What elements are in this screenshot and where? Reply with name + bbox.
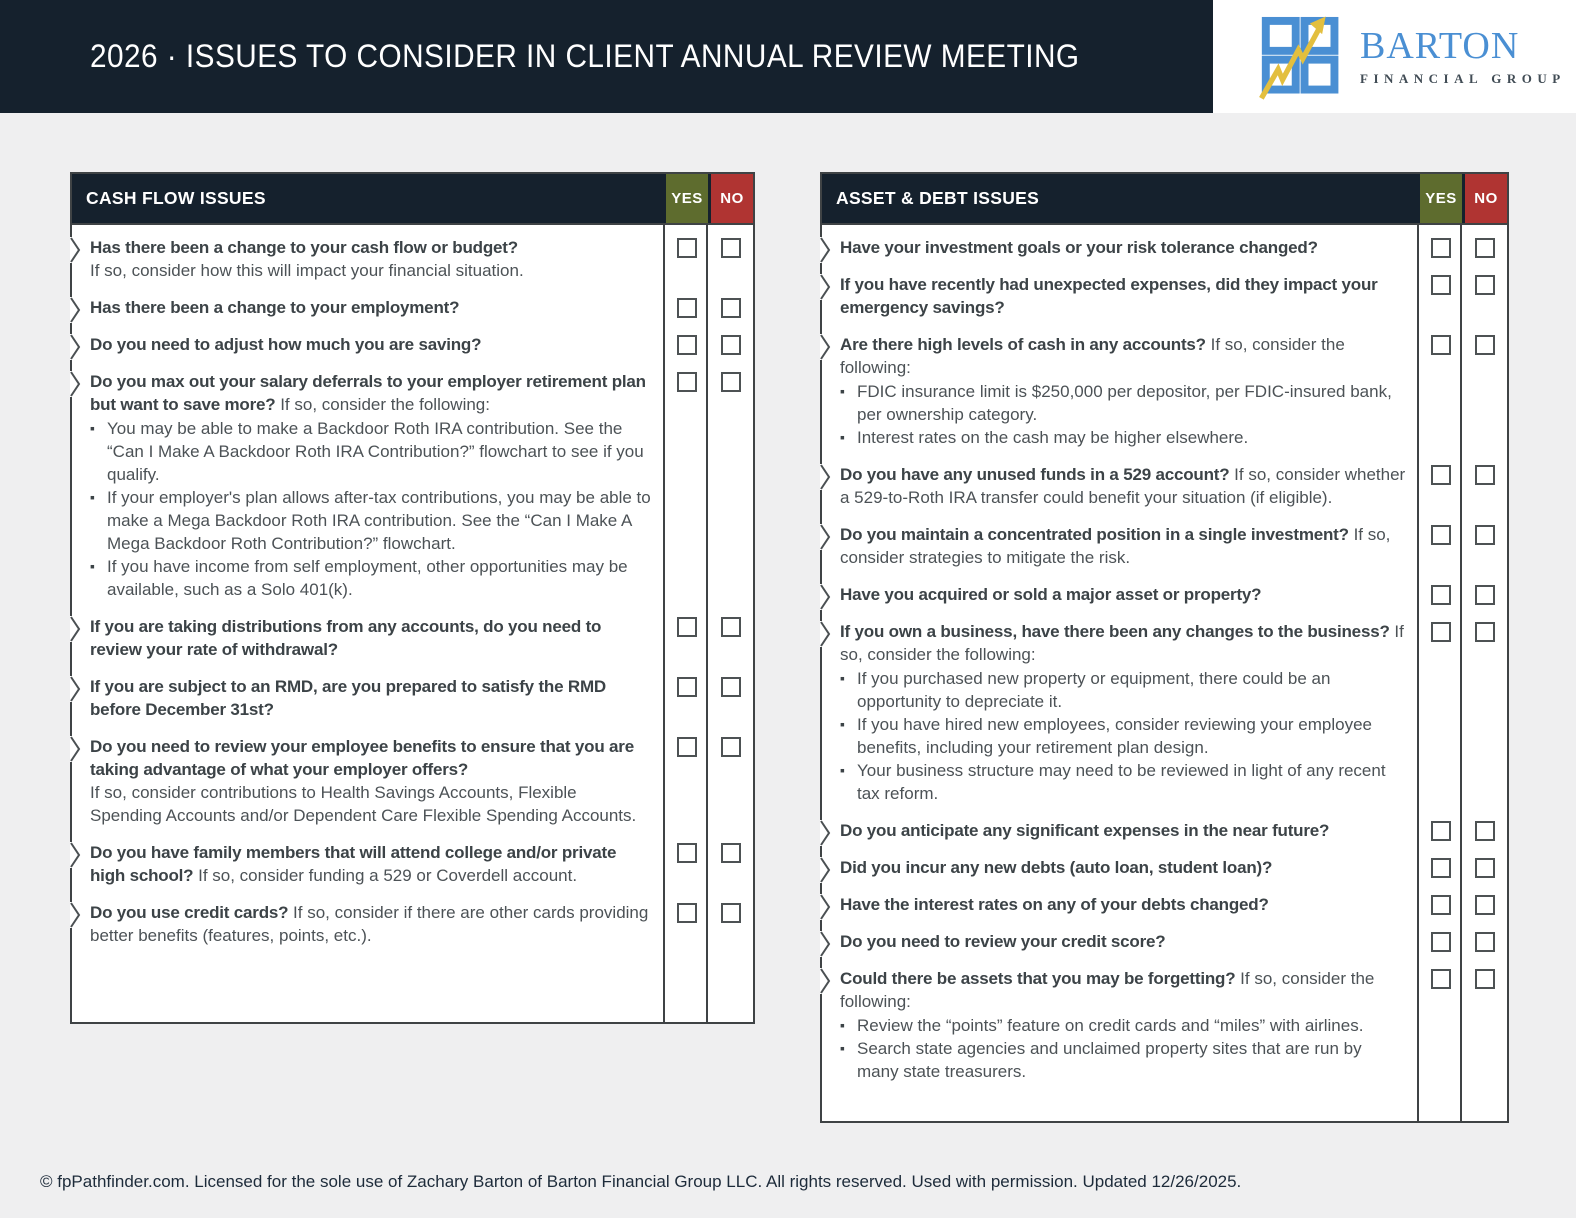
no-cell — [708, 363, 753, 608]
no-cell — [1462, 960, 1507, 1090]
chevron-bullet-icon — [820, 524, 831, 550]
checklist-item — [72, 363, 753, 608]
chevron-bullet-icon — [70, 842, 81, 868]
checklist-item — [822, 576, 1507, 613]
chevron-bullet-icon — [70, 334, 81, 360]
chevron-bullet-icon — [820, 334, 831, 360]
cash-flow-issues-card — [70, 172, 755, 1024]
asset-debt-issues-card — [820, 172, 1509, 1123]
yes-cell — [1417, 886, 1462, 923]
question-cell — [822, 456, 1417, 516]
question-cell — [72, 363, 663, 608]
question-text: Do you need to adjust how much you are saving? — [90, 335, 482, 354]
yes-cell — [663, 363, 708, 608]
question-cell — [72, 289, 663, 326]
no-checkbox[interactable] — [1475, 585, 1495, 605]
yes-cell — [1417, 326, 1462, 456]
no-checkbox[interactable] — [721, 298, 741, 318]
chevron-bullet-icon — [70, 736, 81, 762]
sub-bullet: ▪ If you have hired new employees, consider reviewing your employee benefits, including your retirement plan design. — [840, 713, 1406, 759]
question-cell — [72, 728, 663, 834]
checklist-item — [822, 849, 1507, 886]
yes-cell — [663, 608, 708, 668]
sub-bullet: ▪ Interest rates on the cash may be higher elsewhere. — [840, 426, 1406, 449]
card-header — [822, 174, 1507, 225]
no-checkbox[interactable] — [1475, 622, 1495, 642]
section-title: ASSET & DEBT ISSUES — [836, 188, 1040, 208]
question-text: Do you need to review your credit score? — [840, 932, 1166, 951]
yes-cell — [1417, 613, 1462, 812]
question-text: Has there been a change to your employment? — [90, 298, 460, 317]
question-cell — [822, 886, 1417, 923]
no-checkbox[interactable] — [721, 737, 741, 757]
question-text: Have the interest rates on any of your debts changed? — [840, 895, 1269, 914]
sub-bullet: ▪ If you purchased new property or equipment, there could be an opportunity to depreciate it. — [840, 667, 1406, 713]
yes-checkbox[interactable] — [677, 677, 697, 697]
yes-checkbox[interactable] — [1431, 932, 1451, 952]
no-checkbox[interactable] — [721, 617, 741, 637]
no-checkbox[interactable] — [1475, 238, 1495, 258]
chevron-bullet-icon — [70, 297, 81, 323]
brand-name: BARTON — [1360, 24, 1520, 67]
question-text: Have your investment goals or your risk tolerance changed? — [840, 238, 1318, 257]
question-detail: If so, consider if there are other cards providing better benefits (features, points, etc.). — [90, 903, 649, 945]
sub-bullet: ▪ Your business structure may need to be reviewed in light of any recent tax reform. — [840, 759, 1406, 805]
checklist-item — [822, 923, 1507, 960]
no-cell — [708, 894, 753, 954]
yes-cell — [663, 668, 708, 728]
chevron-bullet-icon — [820, 931, 831, 957]
no-checkbox[interactable] — [1475, 465, 1495, 485]
no-checkbox[interactable] — [721, 677, 741, 697]
question-cell — [822, 516, 1417, 576]
card-body — [72, 225, 753, 954]
yes-cell — [1417, 923, 1462, 960]
page-title: 2026 · ISSUES TO CONSIDER IN CLIENT ANNUAL REVIEW MEETING — [90, 38, 1080, 74]
checklist-item — [72, 834, 753, 894]
chevron-bullet-icon — [820, 237, 831, 263]
checklist-item — [72, 289, 753, 326]
no-cell — [1462, 516, 1507, 576]
question-detail: If so, consider the following: — [280, 395, 490, 414]
checklist-item — [72, 326, 753, 363]
question-detail: If so, consider whether a 529-to-Roth IRA transfer could benefit your situation (if eligible). — [840, 465, 1406, 507]
yes-cell — [1417, 516, 1462, 576]
yes-checkbox[interactable] — [1431, 525, 1451, 545]
no-checkbox[interactable] — [1475, 858, 1495, 878]
no-column-header: NO — [1462, 174, 1507, 223]
chevron-bullet-icon — [820, 968, 831, 994]
yes-cell — [1417, 576, 1462, 613]
yes-checkbox[interactable] — [677, 298, 697, 318]
question-text: Do you maintain a concentrated position in a single investment? — [840, 525, 1349, 544]
logo-mark-icon — [1257, 13, 1345, 101]
yes-cell — [1417, 960, 1462, 1090]
section-title: CASH FLOW ISSUES — [86, 188, 266, 208]
question-cell — [822, 923, 1417, 960]
yes-checkbox[interactable] — [1431, 335, 1451, 355]
question-cell — [72, 894, 663, 954]
no-cell — [1462, 812, 1507, 849]
question-detail: If so, consider the following: — [840, 969, 1375, 1011]
checklist-item — [822, 229, 1507, 266]
sub-bullet: ▪ Search state agencies and unclaimed property sites that are run by many state treasurers. — [840, 1037, 1406, 1083]
chevron-bullet-icon — [70, 371, 81, 397]
no-checkbox[interactable] — [1475, 932, 1495, 952]
question-detail: If so, consider funding a 529 or Coverdell account. — [198, 866, 578, 885]
checklist-item — [822, 266, 1507, 326]
question-text: Did you incur any new debts (auto loan, student loan)? — [840, 858, 1273, 877]
question-cell — [822, 812, 1417, 849]
sub-bullet: ▪ If you have income from self employment, other opportunities may be available, such as a Solo 401(k). — [90, 555, 652, 601]
logo-panel — [1213, 0, 1576, 113]
no-checkbox[interactable] — [1475, 335, 1495, 355]
chevron-bullet-icon — [820, 894, 831, 920]
question-text: Are there high levels of cash in any accounts? — [840, 335, 1206, 354]
yes-checkbox[interactable] — [677, 617, 697, 637]
question-text: Has there been a change to your cash flow or budget? — [90, 238, 518, 257]
question-text: If you are taking distributions from any accounts, do you need to review your rate of withdrawal? — [90, 617, 602, 659]
no-cell — [708, 834, 753, 894]
checklist-item — [72, 894, 753, 954]
yes-cell — [663, 289, 708, 326]
checklist-item — [72, 728, 753, 834]
yes-checkbox[interactable] — [1431, 895, 1451, 915]
sub-bullet-list — [90, 417, 652, 601]
question-cell — [822, 849, 1417, 886]
question-text: If you are subject to an RMD, are you prepared to satisfy the RMD before December 31st? — [90, 677, 606, 719]
question-cell — [72, 834, 663, 894]
yes-cell — [1417, 266, 1462, 326]
question-cell — [822, 576, 1417, 613]
logo-text — [1360, 24, 1566, 87]
checklist-item — [72, 229, 753, 289]
yes-checkbox[interactable] — [677, 843, 697, 863]
yes-checkbox[interactable] — [1431, 622, 1451, 642]
question-cell — [822, 960, 1417, 1090]
no-cell — [1462, 576, 1507, 613]
question-cell — [72, 668, 663, 728]
chevron-bullet-icon — [70, 237, 81, 263]
no-cell — [1462, 923, 1507, 960]
sub-bullet-list — [840, 1014, 1406, 1083]
yes-cell — [663, 834, 708, 894]
no-cell — [708, 289, 753, 326]
no-cell — [708, 728, 753, 834]
question-text: If you own a business, have there been any changes to the business? — [840, 622, 1390, 641]
question-text: Have you acquired or sold a major asset or property? — [840, 585, 1262, 604]
chevron-bullet-icon — [820, 274, 831, 300]
question-cell — [72, 229, 663, 289]
sub-bullet: ▪ If your employer's plan allows after-tax contributions, you may be able to make a Mega Backdoor Roth IRA contribution. See the “Can I Make A Mega Backdoor Roth Contribution?” flowchart. — [90, 486, 652, 555]
chevron-bullet-icon — [820, 584, 831, 610]
header-bar — [0, 0, 1213, 113]
checklist-item — [822, 326, 1507, 456]
no-cell — [1462, 229, 1507, 266]
question-cell — [72, 326, 663, 363]
yes-checkbox[interactable] — [677, 335, 697, 355]
checklist-item — [822, 516, 1507, 576]
yes-cell — [1417, 812, 1462, 849]
no-cell — [1462, 849, 1507, 886]
yes-column-header: YES — [1417, 174, 1462, 223]
chevron-bullet-icon — [820, 464, 831, 490]
yes-cell — [663, 728, 708, 834]
yes-checkbox[interactable] — [677, 903, 697, 923]
chevron-bullet-icon — [70, 616, 81, 642]
yes-checkbox[interactable] — [1431, 585, 1451, 605]
checklist-item — [822, 456, 1507, 516]
checklist-item — [72, 668, 753, 728]
question-text: Do you anticipate any significant expenses in the near future? — [840, 821, 1330, 840]
yes-checkbox[interactable] — [1431, 238, 1451, 258]
sub-bullet: ▪ FDIC insurance limit is $250,000 per depositor, per FDIC-insured bank, per ownership category. — [840, 380, 1406, 426]
yes-checkbox[interactable] — [1431, 969, 1451, 989]
yes-checkbox[interactable] — [677, 737, 697, 757]
question-detail: If so, consider strategies to mitigate the risk. — [840, 525, 1391, 567]
sub-bullet: ▪ You may be able to make a Backdoor Roth IRA contribution. See the “Can I Make A Backdoor Roth IRA Contribution?” flowchart to see if you qualify. — [90, 417, 652, 486]
checklist-item — [822, 613, 1507, 812]
no-checkbox[interactable] — [1475, 821, 1495, 841]
card-body — [822, 225, 1507, 1090]
question-detail: If so, consider the following: — [840, 622, 1404, 664]
question-text: Do you use credit cards? — [90, 903, 289, 922]
no-checkbox[interactable] — [1475, 525, 1495, 545]
sub-bullet: ▪ Review the “points” feature on credit cards and “miles” with airlines. — [840, 1014, 1406, 1037]
chevron-bullet-icon — [820, 621, 831, 647]
yes-cell — [1417, 229, 1462, 266]
no-cell — [1462, 886, 1507, 923]
chevron-bullet-icon — [70, 902, 81, 928]
yes-column-header: YES — [663, 174, 708, 223]
yes-checkbox[interactable] — [1431, 465, 1451, 485]
chevron-bullet-icon — [820, 820, 831, 846]
no-cell — [708, 229, 753, 289]
checklist-item — [72, 608, 753, 668]
footer — [40, 1172, 1241, 1192]
yes-checkbox[interactable] — [1431, 821, 1451, 841]
yes-cell — [1417, 849, 1462, 886]
question-text: If you have recently had unexpected expenses, did they impact your emergency savings? — [840, 275, 1378, 317]
card-header — [72, 174, 753, 225]
sub-bullet-list — [840, 667, 1406, 805]
no-checkbox[interactable] — [1475, 969, 1495, 989]
no-cell — [708, 608, 753, 668]
footer-text: © fpPathfinder.com. Licensed for the sole use of Zachary Barton of Barton Financial Group LLC. All rights reserved. Used with permission. Updated 12/26/2025. — [40, 1172, 1242, 1191]
no-cell — [1462, 326, 1507, 456]
question-text: Do you need to review your employee benefits to ensure that you are taking advantage of what your employer offers? — [90, 737, 634, 779]
question-detail: If so, consider how this will impact your financial situation. — [90, 261, 524, 280]
no-cell — [1462, 266, 1507, 326]
question-cell — [822, 613, 1417, 812]
sub-bullet-list — [840, 380, 1406, 449]
question-cell — [72, 608, 663, 668]
yes-checkbox[interactable] — [1431, 275, 1451, 295]
question-text: Do you have family members that will attend college and/or private high school? — [90, 843, 617, 885]
yes-checkbox[interactable] — [677, 238, 697, 258]
no-checkbox[interactable] — [721, 372, 741, 392]
question-detail: If so, consider the following: — [840, 335, 1345, 377]
yes-checkbox[interactable] — [677, 372, 697, 392]
checklist-item — [822, 812, 1507, 849]
no-checkbox[interactable] — [721, 843, 741, 863]
question-detail: If so, consider contributions to Health Savings Accounts, Flexible Spending Accounts and/or Dependent Care Flexible Spending Accounts. — [90, 783, 637, 825]
question-text: Could there be assets that you may be forgetting? — [840, 969, 1236, 988]
brand-subtitle: FINANCIAL GROUP — [1360, 70, 1566, 86]
checklist-item — [822, 960, 1507, 1090]
yes-cell — [663, 326, 708, 363]
chevron-bullet-icon — [70, 676, 81, 702]
no-checkbox[interactable] — [1475, 275, 1495, 295]
no-checkbox[interactable] — [721, 903, 741, 923]
no-checkbox[interactable] — [721, 238, 741, 258]
question-text: Do you have any unused funds in a 529 account? — [840, 465, 1230, 484]
no-checkbox[interactable] — [1475, 895, 1495, 915]
yes-cell — [1417, 456, 1462, 516]
no-cell — [708, 668, 753, 728]
question-cell — [822, 266, 1417, 326]
question-cell — [822, 229, 1417, 266]
yes-checkbox[interactable] — [1431, 858, 1451, 878]
checklist-item — [822, 886, 1507, 923]
question-text: Do you max out your salary deferrals to your employer retirement plan but want to save more? — [90, 372, 646, 414]
no-cell — [708, 326, 753, 363]
question-cell — [822, 326, 1417, 456]
no-column-header: NO — [708, 174, 753, 223]
yes-cell — [663, 894, 708, 954]
no-checkbox[interactable] — [721, 335, 741, 355]
no-cell — [1462, 456, 1507, 516]
chevron-bullet-icon — [820, 857, 831, 883]
yes-cell — [663, 229, 708, 289]
no-cell — [1462, 613, 1507, 812]
